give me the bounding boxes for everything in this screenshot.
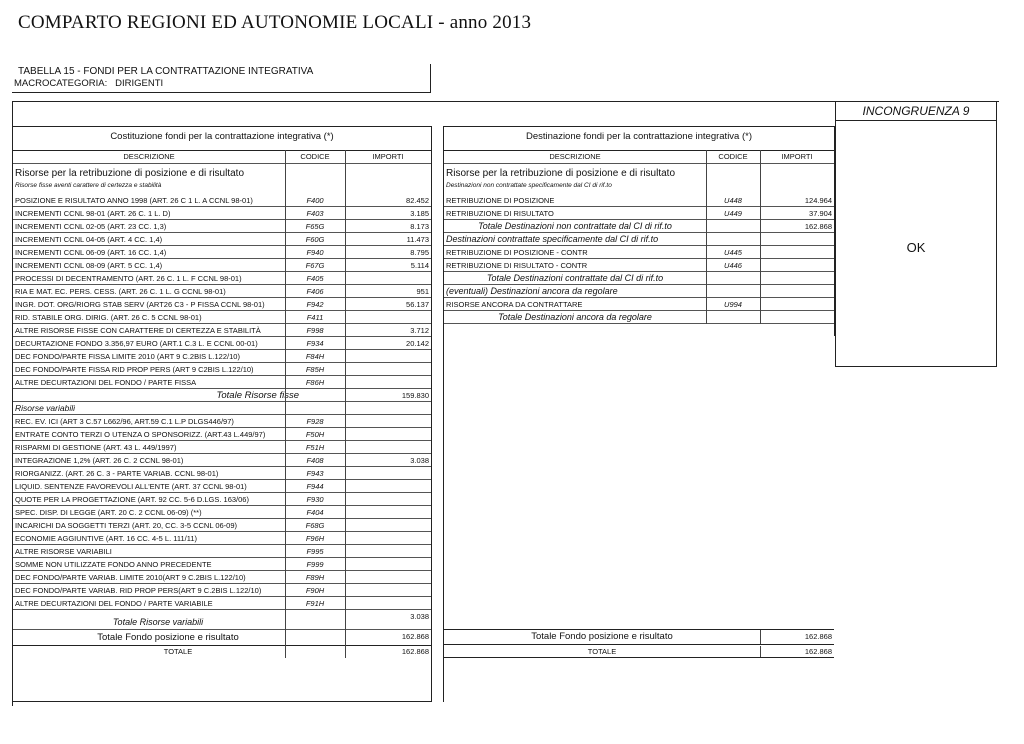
row-description: ENTRATE CONTO TERZI O UTENZA O SPONSORIZZ. (ART.43 L.449/97): [15, 430, 266, 439]
incongruenza-box: [835, 101, 997, 367]
table-row: [13, 350, 431, 363]
row-code: F944: [306, 482, 324, 491]
table-row: [13, 194, 431, 207]
contr-title-row: [444, 233, 834, 246]
row-amount: [345, 584, 429, 597]
table-row: [13, 428, 431, 441]
table-row: [13, 285, 431, 298]
row-description: ALTRE RISORSE FISSE CON CARATTERE DI CERTEZZA E STABILITÀ: [15, 326, 261, 335]
contr-title-label: Destinazioni contrattate specificamente dal CI di rif.to: [446, 234, 659, 244]
row-description: RETRIBUZIONE DI POSIZIONE: [446, 196, 555, 205]
contr-total-label: Totale Destinazioni contrattate dal CI di rif.to: [486, 273, 664, 283]
table-header-row: [444, 150, 834, 164]
row-amount: 3.038: [410, 456, 429, 465]
table-row: [13, 441, 431, 454]
table-row: [13, 571, 431, 584]
table-header-row: [13, 150, 431, 164]
table-row: [13, 207, 431, 220]
grand-total-value: 162.868: [401, 647, 429, 656]
row-description: INCARICHI DA SOGGETTI TERZI (ART. 20, CC. 3-5 CCNL 06-09): [15, 521, 237, 530]
row-code: F404: [306, 508, 324, 517]
header-descrizione: DESCRIZIONE: [549, 152, 601, 161]
row-amount: [345, 519, 429, 532]
header-codice: CODICE: [300, 152, 330, 161]
table-row: [13, 324, 431, 337]
row-amount: [345, 558, 429, 571]
table-row: [13, 311, 431, 324]
row-code: F405: [306, 274, 324, 283]
row-amount: 56.137: [406, 300, 429, 309]
table-caption: TABELLA 15 - FONDI PER LA CONTRATTAZIONE INTEGRATIVA: [18, 66, 314, 77]
header-descrizione: DESCRIZIONE: [123, 152, 175, 161]
noncontr-total-label: Totale Destinazioni non contrattate dal CI di rif.to: [478, 221, 672, 231]
row-description: INGR. DOT. ORG/RIORG STAB SERV (ART26 C3 - P FISSA CCNL 98-01): [15, 300, 265, 309]
row-code: F91H: [305, 599, 325, 608]
section-title: Risorse per la retribuzione di posizione e di risultato: [15, 168, 245, 179]
row-amount: [345, 545, 429, 558]
row-code: F998: [306, 326, 324, 335]
table-row: [13, 506, 431, 519]
row-code: F943: [306, 469, 324, 478]
row-code: F85H: [305, 365, 325, 374]
row-code: F403: [306, 209, 324, 218]
row-amount: 82.452: [406, 196, 429, 205]
table-row: [13, 298, 431, 311]
destinazione-title: Destinazione fondi per la contrattazione integrativa (*): [525, 131, 752, 142]
row-amount: [345, 272, 429, 285]
row-code: F408: [306, 456, 324, 465]
table-row: [13, 480, 431, 493]
table-row: [13, 246, 431, 259]
table-row: [13, 467, 431, 480]
row-amount: 20.142: [406, 339, 429, 348]
fixed-total-value: 159.830: [401, 391, 429, 400]
row-description: DEC FONDO/PARTE FISSA LIMITE 2010 (ART 9 C.2BIS L.122/10): [15, 352, 240, 361]
incongruenza-title: INCONGRUENZA 9: [835, 101, 997, 121]
noncontr-total-value: 162.868: [804, 222, 832, 231]
incongruenza-value: OK: [906, 240, 926, 255]
row-amount: [760, 298, 832, 311]
grand-total-value: 162.868: [804, 647, 832, 656]
row-code: F411: [306, 313, 324, 322]
contr-total-row: [444, 272, 834, 285]
fund-total-row: [13, 630, 431, 646]
table-row: [13, 233, 431, 246]
row-description: RIA E MAT. EC. PERS. CESS. (ART. 26 C. 1 L. G CCNL 98-01): [15, 287, 226, 296]
row-code: F930: [306, 495, 324, 504]
row-description: INCREMENTI CCNL 06-09 (ART. 16 CC. 1,4): [15, 248, 167, 257]
row-amount: [345, 506, 429, 519]
row-amount: [345, 415, 429, 428]
grand-total-row: [444, 646, 834, 658]
table-row: [13, 545, 431, 558]
table-row: [13, 220, 431, 233]
row-amount: 8.173: [410, 222, 429, 231]
row-code: U448: [724, 196, 742, 205]
table-row: [13, 363, 431, 376]
row-description: POSIZIONE E RISULTATO ANNO 1998 (ART. 26 C 1 L. A CCNL 98-01): [15, 196, 253, 205]
row-amount: 5.114: [410, 261, 429, 270]
row-amount: [345, 441, 429, 454]
row-amount: 124.964: [804, 196, 832, 205]
row-code: F406: [306, 287, 324, 296]
variable-total-row: [13, 610, 431, 630]
table-row: [13, 519, 431, 532]
row-code: F928: [306, 417, 324, 426]
table-row: [444, 298, 834, 311]
row-description: RID. STABILE ORG. DIRIG. (ART. 26 C. 5 CCNL 98-01): [15, 313, 202, 322]
destinazione-table: [444, 150, 834, 702]
fund-total-value: 162.868: [401, 632, 429, 641]
row-code: U446: [724, 261, 742, 270]
row-description: LIQUID. SENTENZE FAVOREVOLI ALL'ENTE (ART. 37 CCNL 98-01): [15, 482, 247, 491]
row-description: DEC FONDO/PARTE VARIAB. RID PROP PERS(ART 9 C.2BIS L.122/10): [15, 586, 262, 595]
row-code: U445: [724, 248, 742, 257]
pending-total-row: [444, 311, 834, 324]
row-code: F89H: [305, 573, 325, 582]
row-description: SOMME NON UTILIZZATE FONDO ANNO PRECEDENTE: [15, 560, 212, 569]
costituzione-title: Costituzione fondi per la contrattazione integrativa (*): [110, 131, 334, 142]
table-row: [13, 584, 431, 597]
row-code: F934: [306, 339, 324, 348]
table-row: [444, 246, 834, 259]
table-row: [444, 259, 834, 272]
variable-title: Risorse variabili: [15, 403, 75, 413]
row-description: RETRIBUZIONE DI RISULTATO: [446, 209, 554, 218]
noncontr-total-row: [444, 220, 834, 233]
section-subtitle: Destinazioni non contrattate specificamente dal CI di rif.to: [446, 182, 612, 189]
row-description: RISPARMI DI GESTIONE (ART. 43 L. 449/1997): [15, 443, 177, 452]
costituzione-table: [13, 150, 431, 702]
row-amount: 3.185: [410, 209, 429, 218]
row-amount: [345, 532, 429, 545]
macrocategory-label: MACROCATEGORIA:: [14, 78, 108, 89]
row-code: F67G: [305, 261, 325, 270]
row-description: DEC FONDO/PARTE FISSA RID PROP PERS (ART 9 C2BIS L.122/10): [15, 365, 254, 374]
row-description: SPEC. DISP. DI LEGGE (ART. 20 C. 2 CCNL 06-09) (**): [15, 508, 202, 517]
row-code: F68G: [305, 521, 325, 530]
macrocategory-value: DIRIGENTI: [115, 78, 164, 89]
fund-total-row: [444, 629, 834, 645]
row-code: F995: [306, 547, 324, 556]
row-amount: [345, 428, 429, 441]
variable-total-value: 3.038: [410, 612, 429, 621]
row-amount: 37.904: [809, 209, 832, 218]
row-code: F50H: [305, 430, 325, 439]
row-description: DECURTAZIONE FONDO 3.356,97 EURO (ART.1 C.3 L. E CCNL 00-01): [15, 339, 258, 348]
pending-total-label: Totale Destinazioni ancora da regolare: [498, 312, 652, 322]
row-amount: [345, 467, 429, 480]
row-description: ALTRE DECURTAZIONI DEL FONDO / PARTE VARIABILE: [15, 599, 213, 608]
row-code: F84H: [305, 352, 325, 361]
row-amount: [345, 493, 429, 506]
row-description: INCREMENTI CCNL 08-09 (ART. 5 CC. 1,4): [15, 261, 163, 270]
variable-title-row: [13, 402, 431, 415]
row-amount: [345, 571, 429, 584]
row-amount: 8.795: [410, 248, 429, 257]
pending-title-label: (eventuali) Destinazioni ancora da regolare: [446, 286, 618, 296]
table-row: [13, 454, 431, 467]
row-amount: 3.712: [410, 326, 429, 335]
header-importi: IMPORTI: [781, 152, 813, 161]
page-title: COMPARTO REGIONI ED AUTONOMIE LOCALI - anno 2013: [18, 12, 532, 33]
table-row: [444, 207, 834, 220]
row-amount: 11.473: [406, 235, 429, 244]
table-row: [13, 558, 431, 571]
header-codice: CODICE: [718, 152, 748, 161]
fund-total-value: 162.868: [804, 632, 832, 641]
grand-total-label: TOTALE: [163, 647, 193, 656]
table-row: [13, 532, 431, 545]
row-code: F940: [306, 248, 324, 257]
section-subtitle: Risorse fisse aventi carattere di certezza e stabilità: [15, 182, 162, 189]
table-row: [13, 597, 431, 610]
row-description: QUOTE PER LA PROGETTAZIONE (ART. 92 CC. 5-6 D.LGS. 163/06): [15, 495, 249, 504]
row-code: F90H: [305, 586, 325, 595]
grand-total-label: TOTALE: [587, 647, 617, 656]
macrocategory-line: [14, 78, 163, 89]
row-code: F86H: [305, 378, 325, 387]
row-code: F400: [306, 196, 324, 205]
row-description: ECONOMIE AGGIUNTIVE (ART. 16 CC. 4-5 L. 111/11): [15, 534, 197, 543]
variable-total-label: Totale Risorse variabili: [112, 617, 204, 627]
table-row: [13, 272, 431, 285]
fixed-total-label: Totale Risorse fisse: [216, 390, 299, 401]
row-amount: [760, 259, 832, 272]
section-title: Risorse per la retribuzione di posizione e di risultato: [446, 168, 676, 179]
row-code: F60G: [305, 235, 325, 244]
table-row: [13, 415, 431, 428]
row-amount: [345, 597, 429, 610]
row-amount: [345, 376, 429, 389]
row-code: F96H: [305, 534, 325, 543]
row-description: INCREMENTI CCNL 02-05 (ART. 23 CC. 1,3): [15, 222, 167, 231]
row-description: ALTRE DECURTAZIONI DEL FONDO / PARTE FISSA: [15, 378, 197, 387]
row-code: F942: [306, 300, 324, 309]
row-code: U994: [724, 300, 742, 309]
row-amount: [345, 363, 429, 376]
row-code: U449: [724, 209, 742, 218]
row-description: RETRIBUZIONE DI POSIZIONE - CONTR: [446, 248, 588, 257]
row-amount: [345, 311, 429, 324]
fixed-total-row: [13, 389, 431, 402]
fund-total-label: Totale Fondo posizione e risultato: [97, 632, 239, 643]
row-description: DEC FONDO/PARTE VARIAB. LIMITE 2010(ART 9 C.2BIS L.122/10): [15, 573, 246, 582]
table-row: [13, 493, 431, 506]
row-description: REC. EV. ICI (ART 3 C.57 L662/96, ART.59 C.1 L.P DLGS446/97): [15, 417, 234, 426]
row-description: RIORGANIZZ. (ART. 26 C. 3 - PARTE VARIAB. CCNL 98-01): [15, 469, 219, 478]
row-amount: [760, 246, 832, 259]
row-description: RETRIBUZIONE DI RISULTATO - CONTR: [446, 261, 588, 270]
row-amount: [345, 480, 429, 493]
fund-total-label: Totale Fondo posizione e risultato: [531, 631, 673, 642]
row-code: F999: [306, 560, 324, 569]
row-description: INCREMENTI CCNL 04-05 (ART. 4 CC. 1,4): [15, 235, 163, 244]
pending-title-row: [444, 285, 834, 298]
table-row: [13, 376, 431, 389]
row-description: INCREMENTI CCNL 98-01 (ART. 26 C. 1 L. D): [15, 209, 171, 218]
row-code: F65G: [305, 222, 325, 231]
row-description: ALTRE RISORSE VARIABILI: [15, 547, 112, 556]
grand-total-row: [13, 646, 431, 658]
table-row: [13, 259, 431, 272]
header-importi: IMPORTI: [372, 152, 404, 161]
row-description: PROCESSI DI DECENTRAMENTO (ART. 26 C. 1 L. F CCNL 98-01): [15, 274, 242, 283]
row-code: F51H: [305, 443, 325, 452]
table-row: [444, 194, 834, 207]
row-description: RISORSE ANCORA DA CONTRATTARE: [446, 300, 583, 309]
row-amount: 951: [416, 287, 429, 296]
row-description: INTEGRAZIONE 1,2% (ART. 26 C. 2 CCNL 98-01): [15, 456, 184, 465]
row-amount: [345, 350, 429, 363]
table-row: [13, 337, 431, 350]
